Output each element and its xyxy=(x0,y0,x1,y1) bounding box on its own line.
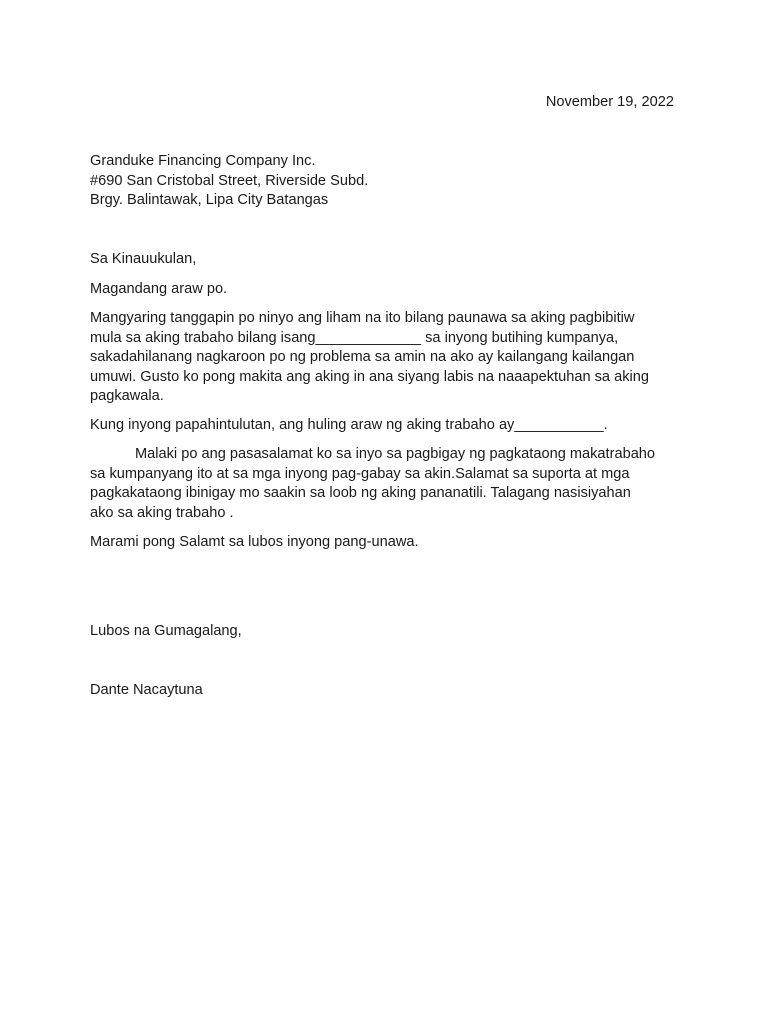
recipient-street: #690 San Cristobal Street, Riverside Subd. xyxy=(90,173,369,189)
paragraph-1-line: Mangyaring tanggapin po ninyo ang liham na ito bilang paunawa sa aking pagbibitiw xyxy=(90,310,635,326)
salutation: Sa Kinauukulan, xyxy=(90,251,197,267)
paragraph-3-line: Malaki po ang pasasalamat ko sa inyo sa pagbigay ng pagkataong makatrabaho xyxy=(135,446,656,462)
paragraph-1-line: mula sa aking trabaho bilang isang_____________ sa inyong butihing kumpanya, xyxy=(90,329,619,346)
thanks-line: Marami pong Salamt sa lubos inyong pang-unawa. xyxy=(90,534,419,550)
paragraph-1 xyxy=(90,309,690,407)
closing: Lubos na Gumagalang, xyxy=(90,623,242,639)
greeting: Magandang araw po. xyxy=(90,281,228,297)
signature: Dante Nacaytuna xyxy=(90,682,203,698)
recipient-city: Brgy. Balintawak, Lipa City Batangas xyxy=(90,192,329,208)
paragraph-3-line: ako sa aking trabaho . xyxy=(90,504,234,521)
letter-date: November 19, 2022 xyxy=(545,94,674,110)
paragraph-3-line: sa kumpanyang ito at sa mga inyong pag-gabay sa akin.Salamat sa suporta at mga xyxy=(90,465,630,482)
paragraph-2: Kung inyong papahintulutan, ang huling araw ng aking trabaho ay___________. xyxy=(90,417,608,433)
paragraph-3 xyxy=(90,445,690,523)
paragraph-1-line: umuwi. Gusto ko pong makita ang aking in ana siyang labis na naaapektuhan sa aking xyxy=(90,368,649,385)
paragraph-1-line: pagkawala. xyxy=(90,388,164,404)
recipient-company: Granduke Financing Company Inc. xyxy=(90,153,316,169)
paragraph-3-line: pagkakataong ibinigay mo saakin sa loob ng aking pananatili. Talagang nasisiyahan xyxy=(90,485,631,501)
paragraph-1-line: sakadahilanang nagkaroon po ng problema sa amin na ako ay kailangang kailangan xyxy=(90,349,635,365)
